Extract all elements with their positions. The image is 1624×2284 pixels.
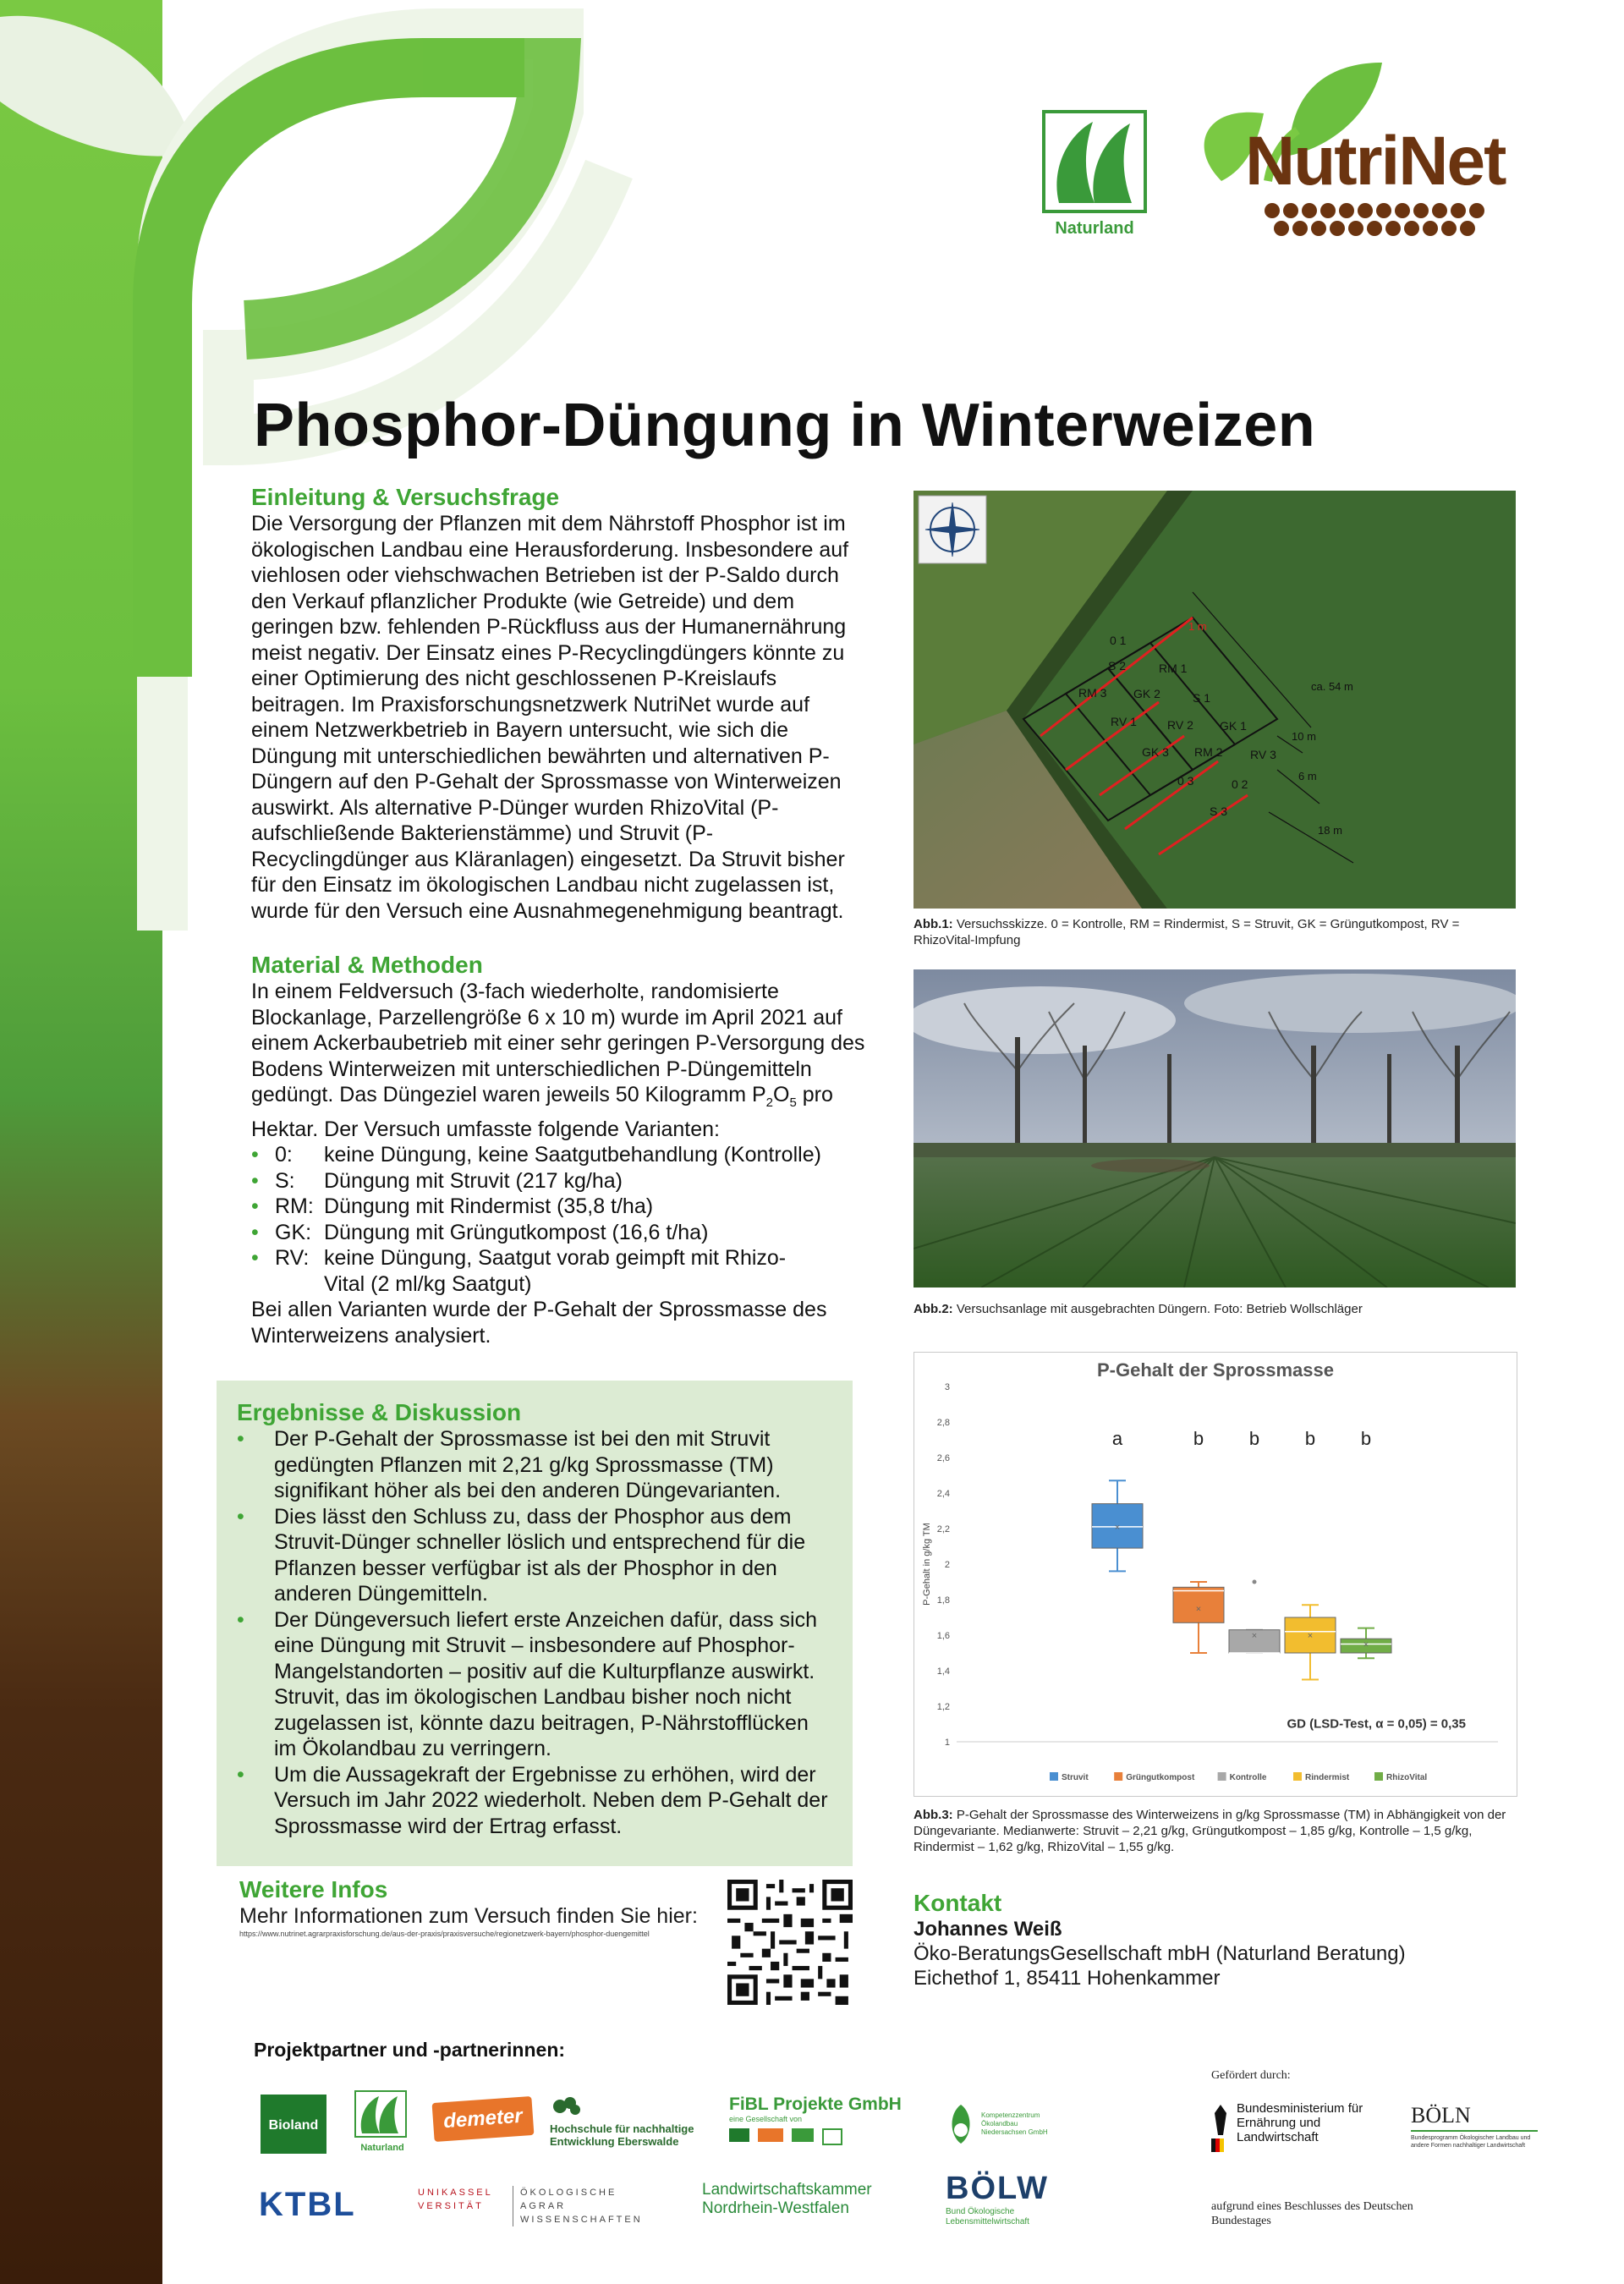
mean-marker: × — [1251, 1631, 1258, 1641]
mean-marker: × — [1195, 1604, 1202, 1615]
y-tick-label: 1,6 — [936, 1631, 950, 1641]
boeln-logo — [1411, 2103, 1563, 2149]
figure1-caption-label: Abb.1: — [914, 917, 953, 931]
methods-text-a: In einem Feldversuch (3-fach wiederholte, randomisierte Blockanlage, Parzellengröße 6 x 10 m) wurde im April 2021 auf einem Ackerbaubetrieb mit einer sehr geringen P-Versorgung des Bodens Winterweizen mit unterschiedlichen P-Düngemitteln gedüngt. Das Düngeziel waren jeweils 50 Kilogramm P — [251, 980, 865, 1106]
significance-letter: b — [1248, 1428, 1260, 1449]
kassel-logo-text: UNIKASSEL VERSITÄT — [418, 2188, 493, 2211]
figure3-caption — [914, 1807, 1524, 1855]
variant-code: • RM: — [275, 1194, 314, 1218]
poster-title: Phosphor-Düngung in Winterweizen — [254, 392, 1316, 459]
contact-address: Eichethof 1, 85411 Hohenkammer — [914, 1967, 1221, 1990]
bolw-logo-subtext: Bund Ökologische Lebensmittelwirtschaft — [946, 2207, 1029, 2226]
more-info-section — [239, 1876, 730, 1938]
legend-label: RhizoVital — [1386, 1773, 1428, 1782]
dim-label: 6 m — [1298, 770, 1317, 782]
variant-item — [251, 1194, 869, 1220]
plot-label: RV 1 — [1111, 715, 1137, 728]
results-bullet: • Um die Aussagekraft der Ergebnisse zu erhöhen, wird der Versuch im Jahr 2022 wiederholt. Neben dem P-Gehalt der Sprossmasse wird der Ertrag erfasst. — [237, 1762, 832, 1840]
methods-text — [251, 979, 869, 1142]
fibl-member-mark — [758, 2128, 783, 2142]
hnee-logo-text: Hochschule für nachhaltige Entwicklung Eberswalde — [550, 2122, 694, 2148]
naturland-logo-icon — [1042, 110, 1147, 213]
y-axis-label: P-Gehalt in g/kg TM — [922, 1523, 932, 1606]
variant-code: • GK: — [275, 1220, 312, 1244]
plot-label: GK 3 — [1142, 745, 1169, 759]
legend-swatch — [1114, 1772, 1122, 1781]
results-box — [217, 1381, 853, 1866]
methods-section — [251, 952, 869, 1348]
naturland-logo — [1042, 110, 1147, 238]
legend-label: Kontrolle — [1229, 1773, 1267, 1782]
plot-label: 0 1 — [1110, 634, 1127, 647]
hnee-leaf-icon — [550, 2095, 584, 2118]
y-tick-label: 2,2 — [936, 1524, 950, 1535]
legend-swatch — [1050, 1772, 1058, 1781]
y-tick-label: 2,6 — [936, 1453, 950, 1463]
fibl-logo-subtext: eine Gesellschaft von — [729, 2115, 803, 2123]
legend-swatch — [1374, 1772, 1383, 1781]
variant-code: • S: — [275, 1168, 295, 1193]
funding-label: Gefördert durch: — [1211, 2069, 1291, 2082]
y-tick-label: 2,4 — [936, 1489, 950, 1499]
qr-code[interactable] — [727, 1880, 853, 2005]
variant-item — [251, 1168, 869, 1194]
results-bullet: • Dies lässt den Schluss zu, dass der Phosphor aus dem Struvit-Dünger schneller löslich und entsprechend für die Pflanzen besser verfügbar ist als der Phosphor in den anderen Düngemitteln. — [237, 1504, 832, 1607]
legend-swatch — [1293, 1772, 1302, 1781]
german-eagle-icon — [1211, 2101, 1230, 2152]
boxplot-chart — [914, 1353, 1517, 1796]
mean-marker: × — [1114, 1522, 1121, 1533]
nutrinet-logo-text: NutriNet — [1245, 123, 1506, 200]
naturland-partner-icon — [354, 2089, 408, 2139]
variant-item — [251, 1245, 869, 1297]
legend-swatch — [1218, 1772, 1226, 1781]
variant-list — [251, 1142, 869, 1297]
kompetenzzentrum-icon — [946, 2101, 976, 2147]
fibl-logo — [729, 2095, 932, 2145]
figure3-caption-label: Abb.3: — [914, 1808, 953, 1822]
demeter-logo-text: demeter — [442, 2104, 524, 2133]
dim-label: ca. 54 m — [1311, 680, 1353, 693]
variant-desc: Düngung mit Struvit (217 kg/ha) — [324, 1168, 623, 1193]
y-tick-label: 1,4 — [936, 1666, 950, 1677]
y-tick-label: 1,2 — [936, 1702, 950, 1712]
bioland-logo-text: Bioland — [268, 2118, 319, 2133]
plot-label: S 3 — [1210, 804, 1228, 818]
bolw-logo — [946, 2171, 1073, 2227]
chart-title: P-Gehalt der Sprossmasse — [1096, 1359, 1335, 1381]
plot-label: RM 2 — [1194, 745, 1223, 759]
naturland-partner-logo — [354, 2089, 411, 2153]
variant-desc: Düngung mit Rindermist (35,8 t/ha) — [324, 1194, 654, 1218]
methods-sub-5: 5 — [789, 1095, 797, 1110]
lwk-logo: Landwirtschaftskammer Nordrhein-Westfalen — [702, 2181, 872, 2217]
bmel-logo-text: Bundesministerium für Ernährung und Landwirtschaft — [1237, 2101, 1363, 2144]
methods-closing: Bei allen Varianten wurde der P-Gehalt der Sprossmasse des Winterweizens analysiert. — [251, 1298, 827, 1348]
significance-letter: b — [1304, 1428, 1316, 1449]
boeln-logo-text: BÖLN — [1411, 2103, 1538, 2132]
y-tick-label: 2,8 — [936, 1418, 950, 1428]
plot-label: RV 3 — [1250, 748, 1276, 761]
fibl-member-mark — [729, 2128, 749, 2142]
legend-label: Rindermist — [1305, 1773, 1350, 1782]
plot-label: S 2 — [1108, 659, 1127, 673]
intro-text: Die Versorgung der Pflanzen mit dem Nährstoff Phosphor ist im ökologischen Landbau eine Herausforderung. Insbesondere auf viehlosen oder viehschwachen Betrieben ist der P-Saldo durch den Verkauf pflanzlicher Produkte (wie Getreide) und dem geringen bzw. fehlenden P-Rückfluss aus der Humanernährung meist negativ. Der Einsatz eines P-Recyclingdüngers könnte zu einer Optimierung des nicht geschlossenen P-Kreislaufs beitragen. Im Praxisforschungsnetzwerk NutriNet wurde auf einem Netzwerkbetrieb in Bayern untersucht, wie sich die Düngung mit unterschiedlichen bewährten und alternativen P-Düngern auf den P-Gehalt der Sprossmasse von Winterweizen auswirkt. Als alternative P-Dünger wurden RhizoVital (P-aufschließende Bakterienstämme) und Struvit (P-Recyclingdünger aus Kläranlagen) eingesetzt. Da Struvit bisher für den Einsatz im ökologischen Landbau nicht zugelassen ist, wurde für den Versuch eine Ausnahmegenehmigung beantragt. — [251, 512, 849, 923]
outlier-point — [1253, 1580, 1257, 1584]
figure2-caption-label: Abb.2: — [914, 1302, 953, 1316]
partners-heading: Projektpartner und -partnerinnen: — [254, 2039, 566, 2061]
bioland-logo — [261, 2095, 326, 2154]
left-color-bar — [0, 0, 162, 2284]
plot-label: S 1 — [1193, 691, 1211, 705]
y-tick-label: 3 — [944, 1382, 950, 1392]
plot-label: RV 2 — [1167, 718, 1193, 732]
lsd-note: GD (LSD-Test, α = 0,05) = 0,35 — [1287, 1716, 1466, 1732]
fibl-logo-text: FiBL Projekte GmbH — [729, 2095, 902, 2114]
naturland-partner-text: Naturland — [360, 2143, 404, 2153]
figure2-caption — [914, 1301, 1516, 1317]
fibl-member-mark — [822, 2128, 842, 2145]
variant-desc: Düngung mit Grüngutkompost (16,6 t/ha) — [324, 1220, 709, 1244]
more-info-link[interactable]: https://www.nutrinet.agrarpraxisforschung.de/aus-der-praxis/praxisversuche/regionetzwerk-bayern/phosphor-duengemittel — [239, 1930, 650, 1938]
chart-panel — [914, 1352, 1517, 1797]
significance-letter: a — [1111, 1428, 1123, 1449]
plot-label: GK 1 — [1220, 719, 1247, 733]
methods-text-b: pro Hektar. Der Versuch umfasste folgende Varianten: — [251, 1083, 833, 1141]
naturland-logo-text: Naturland — [1055, 219, 1134, 238]
results-list — [237, 1426, 832, 1839]
field-trial-photo — [914, 969, 1516, 1287]
mean-marker: × — [1307, 1631, 1314, 1641]
methods-o: O — [773, 1083, 790, 1106]
dim-label: 10 m — [1292, 730, 1316, 743]
methods-heading: Material & Methoden — [251, 952, 483, 978]
hnee-logo — [550, 2095, 719, 2148]
variant-item — [251, 1142, 869, 1168]
dim-label: 1 m — [1188, 620, 1207, 633]
funding-decision: aufgrund eines Beschlusses des Deutschen Bundestages — [1211, 2200, 1413, 2227]
legend-label: Grüngutkompost — [1126, 1773, 1195, 1782]
contact-heading: Kontakt — [914, 1890, 1002, 1916]
variant-code: • RV: — [275, 1246, 310, 1270]
contact-org: Öko-BeratungsGesellschaft mbH (Naturland Beratung) — [914, 1942, 1406, 1965]
variant-item — [251, 1220, 869, 1246]
plot-label: RM 1 — [1159, 662, 1188, 675]
aerial-trial-sketch — [914, 491, 1516, 909]
y-tick-label: 1,8 — [936, 1595, 950, 1606]
bolw-logo-text: BÖLW — [946, 2171, 1049, 2206]
methods-sub-2: 2 — [765, 1095, 773, 1110]
nutrinet-logo — [1188, 54, 1526, 240]
y-tick-label: 2 — [944, 1560, 950, 1570]
y-tick-label: 1 — [944, 1738, 950, 1748]
intro-section — [251, 484, 869, 924]
contact-name: Johannes Weiß — [914, 1918, 1062, 1941]
intro-heading: Einleitung & Versuchsfrage — [251, 484, 560, 510]
contact-section — [914, 1890, 1522, 1990]
kompetenzzentrum-text: Kompetenzzentrum Ökolandbau Niedersachsen GmbH — [981, 2111, 1048, 2136]
results-bullet: • Der P-Gehalt der Sprossmasse ist bei den mit Struvit gedüngten Pflanzen mit 2,21 g/kg Sprossmasse (TM) signifikant höher als bei den anderen Düngevarianten. — [237, 1426, 832, 1504]
figure2-caption-text: Versuchsanlage mit ausgebrachten Düngern. Foto: Betrieb Wollschläger — [952, 1302, 1363, 1316]
demeter-logo — [432, 2096, 535, 2142]
significance-letter: b — [1193, 1428, 1204, 1449]
variant-desc: keine Düngung, keine Saatgutbehandlung (Kontrolle) — [324, 1143, 821, 1167]
figure3-caption-text: P-Gehalt der Sprossmasse des Winterweizens in g/kg Sprossmasse (TM) in Abhängigkeit von der Düngevariante. Medianwerte: Struvit – 2,21 g/kg, Grüngutkompost – 1,85 g/kg, Kontrolle – 1,5 g/kg, Rindermist – 1,62 g/kg, RhizoVital – 1,55 g/kg. — [914, 1808, 1506, 1854]
kassel-logo-subtext: ÖKOLOGISCHE AGRAR WISSENSCHAFTEN — [513, 2186, 647, 2226]
figure1-caption — [914, 916, 1516, 948]
plot-label: 0 3 — [1177, 774, 1194, 788]
variant-code: • 0: — [275, 1143, 293, 1167]
figure1-caption-text: Versuchsskizze. 0 = Kontrolle, RM = Rindermist, S = Struvit, GK = Grüngutkompost, RV = RhizoVital-Impfung — [914, 917, 1460, 947]
bmel-logo — [1211, 2101, 1380, 2152]
boeln-logo-subtext: Bundesprogramm Ökologischer Landbau und andere Formen nachhaltiger Landwirtschaft — [1411, 2135, 1531, 2149]
dim-label: 18 m — [1318, 824, 1342, 837]
results-heading: Ergebnisse & Diskussion — [237, 1399, 522, 1425]
kompetenzzentrum-logo — [946, 2101, 1064, 2147]
plot-label: RM 3 — [1078, 686, 1107, 700]
variant-desc: keine Düngung, Saatgut vorab geimpft mit Rhizo-Vital (2 ml/kg Saatgut) — [324, 1246, 787, 1296]
mean-marker: × — [1363, 1639, 1369, 1650]
ktbl-logo: KTBL — [259, 2186, 356, 2223]
more-info-text: Mehr Informationen zum Versuch finden Sie hier: — [239, 1904, 698, 1928]
significance-letter: b — [1360, 1428, 1372, 1449]
plot-label: GK 2 — [1133, 687, 1160, 700]
kassel-logo — [418, 2186, 655, 2226]
plot-label: 0 2 — [1232, 777, 1248, 791]
results-bullet: • Der Düngeversuch liefert erste Anzeichen dafür, dass sich eine Düngung mit Struvit – insbesondere auf Phosphor-Mangelstandorten – positiv auf die Kulturpflanze auswirkt. Struvit, das im ökologischen Landbau bisher noch nicht zugelassen ist, könnte dazu beitragen, P-Nährstofflücken im Ökolandbau zu verringern. — [237, 1607, 832, 1762]
legend-label: Struvit — [1062, 1773, 1089, 1782]
more-info-heading: Weitere Infos — [239, 1876, 388, 1902]
fibl-member-mark — [792, 2128, 814, 2142]
